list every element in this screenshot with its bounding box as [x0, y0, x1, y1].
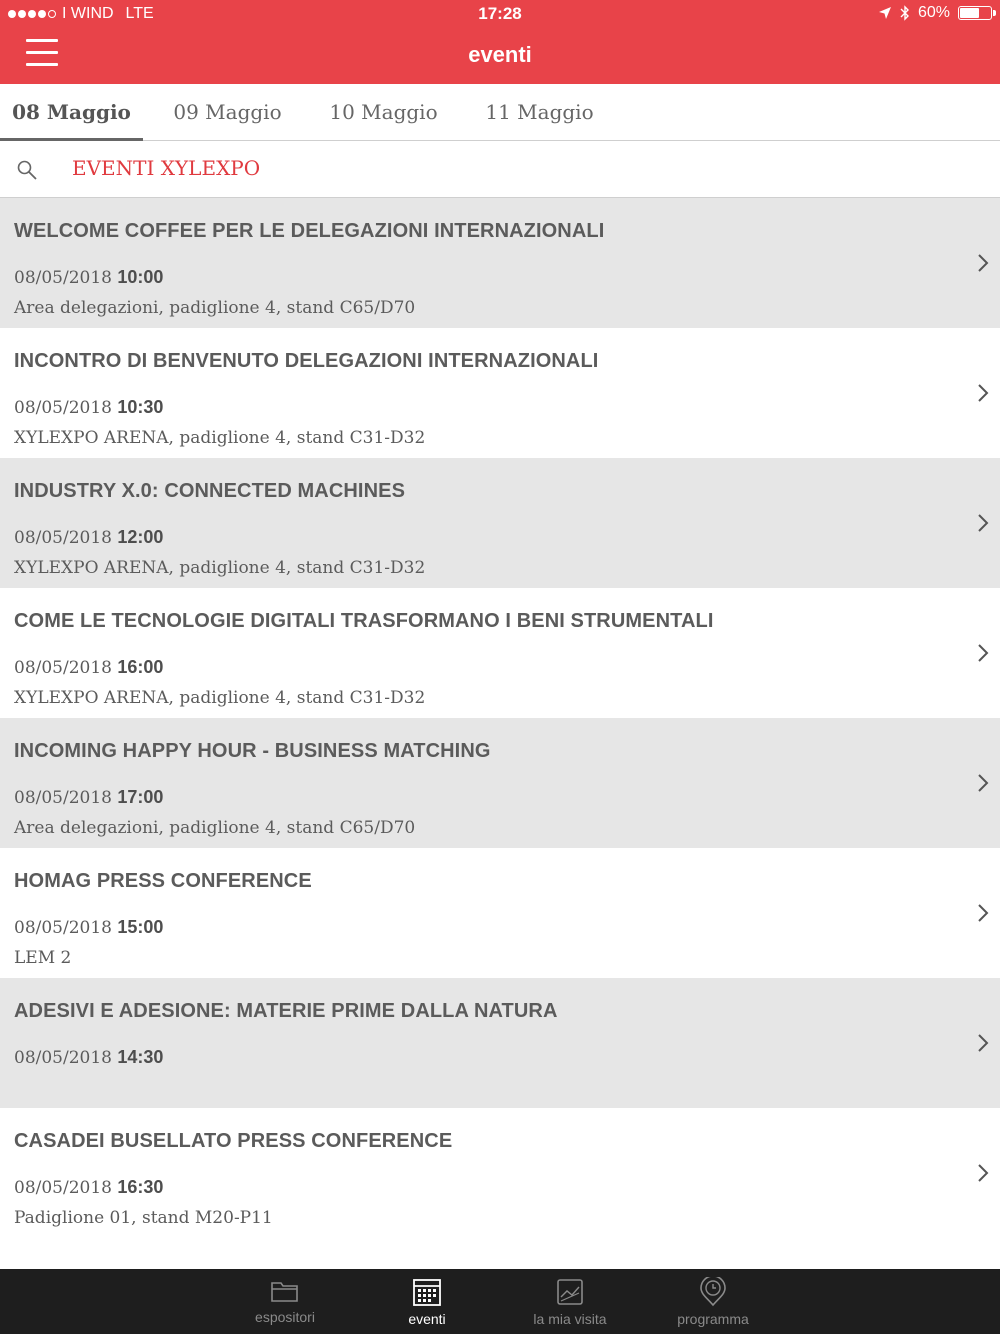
- tab-eventi[interactable]: [357, 1269, 497, 1334]
- event-datetime: [14, 397, 163, 418]
- event-row[interactable]: [0, 1108, 1000, 1238]
- page-title: eventi: [468, 42, 532, 67]
- event-row[interactable]: [0, 848, 1000, 978]
- carrier-label: I WIND: [62, 5, 114, 22]
- clock-pin-icon: [698, 1277, 728, 1307]
- tab-11-maggio[interactable]: 11 Maggio: [485, 100, 594, 124]
- event-datetime: [14, 657, 163, 678]
- network-label: LTE: [125, 5, 154, 22]
- event-location: Area delegazioni, padiglione 4, stand C65/D70: [14, 818, 416, 838]
- event-time: 17:00: [117, 787, 164, 807]
- event-time: 16:00: [117, 657, 164, 677]
- event-title: HOMAG PRESS CONFERENCE: [14, 870, 312, 892]
- tab-espositori-label: espositori: [255, 1309, 315, 1325]
- event-location: XYLEXPO ARENA, padiglione 4, stand C31-D32: [14, 688, 426, 708]
- event-date: 08/05/2018: [14, 658, 112, 678]
- event-time: 15:00: [117, 917, 164, 937]
- event-title: WELCOME COFFEE PER LE DELEGAZIONI INTERNAZIONALI: [14, 220, 605, 242]
- chevron-right-icon: [976, 1163, 990, 1183]
- tab-09-maggio[interactable]: 09 Maggio: [173, 100, 282, 124]
- event-row[interactable]: [0, 198, 1000, 328]
- search-icon: [16, 159, 38, 181]
- event-date: 08/05/2018: [14, 398, 112, 418]
- bluetooth-icon: [900, 5, 910, 21]
- event-title: COME LE TECNOLOGIE DIGITALI TRASFORMANO I BENI STRUMENTALI: [14, 610, 714, 632]
- map-icon: [555, 1277, 585, 1307]
- chevron-right-icon: [976, 903, 990, 923]
- event-date: 08/05/2018: [14, 788, 112, 808]
- chevron-right-icon: [976, 513, 990, 533]
- event-location: Area delegazioni, padiglione 4, stand C65/D70: [14, 298, 416, 318]
- chevron-right-icon: [976, 383, 990, 403]
- tab-programma[interactable]: [643, 1269, 783, 1334]
- event-datetime: [14, 787, 163, 808]
- tab-la-mia-visita-label: la mia visita: [533, 1311, 607, 1327]
- status-bar: [0, 0, 1000, 28]
- event-title: ADESIVI E ADESIONE: MATERIE PRIME DALLA NATURA: [14, 1000, 558, 1022]
- event-datetime: [14, 267, 163, 288]
- tab-espositori[interactable]: [215, 1269, 355, 1334]
- event-datetime: [14, 1047, 163, 1068]
- event-list: [0, 198, 1000, 1238]
- tab-la-mia-visita[interactable]: [500, 1269, 640, 1334]
- event-date: 08/05/2018: [14, 918, 112, 938]
- event-row[interactable]: [0, 978, 1000, 1108]
- chevron-right-icon: [976, 773, 990, 793]
- event-time: 10:30: [117, 397, 164, 417]
- event-datetime: [14, 1177, 163, 1198]
- event-title: CASADEI BUSELLATO PRESS CONFERENCE: [14, 1130, 453, 1152]
- event-row[interactable]: [0, 328, 1000, 458]
- event-title: INCOMING HAPPY HOUR - BUSINESS MATCHING: [14, 740, 491, 762]
- battery-percent: 60%: [917, 4, 950, 21]
- date-tabs: [0, 84, 1000, 141]
- folder-icon: [270, 1277, 300, 1305]
- bottom-tab-bar: [0, 1269, 1000, 1334]
- location-arrow-icon: [878, 6, 892, 20]
- battery-icon: [958, 6, 992, 20]
- event-date: 08/05/2018: [14, 1178, 112, 1198]
- tab-eventi-label: eventi: [408, 1311, 446, 1327]
- tab-10-maggio[interactable]: 10 Maggio: [329, 100, 438, 124]
- event-location: XYLEXPO ARENA, padiglione 4, stand C31-D32: [14, 428, 426, 448]
- search-bar[interactable]: [0, 141, 1000, 198]
- chevron-right-icon: [976, 643, 990, 663]
- chevron-right-icon: [976, 253, 990, 273]
- app-header: [0, 0, 1000, 84]
- event-location: Padiglione 01, stand M20-P11: [14, 1208, 273, 1228]
- search-label: EVENTI XYLEXPO: [72, 156, 261, 180]
- event-time: 14:30: [117, 1047, 164, 1067]
- event-row[interactable]: [0, 588, 1000, 718]
- event-datetime: [14, 917, 163, 938]
- event-time: 16:30: [117, 1177, 164, 1197]
- event-date: 08/05/2018: [14, 528, 112, 548]
- event-date: 08/05/2018: [14, 1048, 112, 1068]
- event-title: INDUSTRY X.0: CONNECTED MACHINES: [14, 480, 406, 502]
- event-row[interactable]: [0, 718, 1000, 848]
- event-location: XYLEXPO ARENA, padiglione 4, stand C31-D32: [14, 558, 426, 578]
- tab-08-maggio[interactable]: 08 Maggio: [0, 84, 143, 141]
- event-title: INCONTRO DI BENVENUTO DELEGAZIONI INTERNAZIONALI: [14, 350, 599, 372]
- event-date: 08/05/2018: [14, 268, 112, 288]
- event-location: LEM 2: [14, 948, 72, 968]
- event-row[interactable]: [0, 458, 1000, 588]
- event-datetime: [14, 527, 163, 548]
- status-right: [878, 4, 992, 22]
- event-time: 10:00: [117, 267, 164, 287]
- chevron-right-icon: [976, 1033, 990, 1053]
- status-time: 17:28: [478, 4, 522, 23]
- tab-programma-label: programma: [677, 1311, 749, 1327]
- event-time: 12:00: [117, 527, 164, 547]
- calendar-icon: [412, 1277, 442, 1307]
